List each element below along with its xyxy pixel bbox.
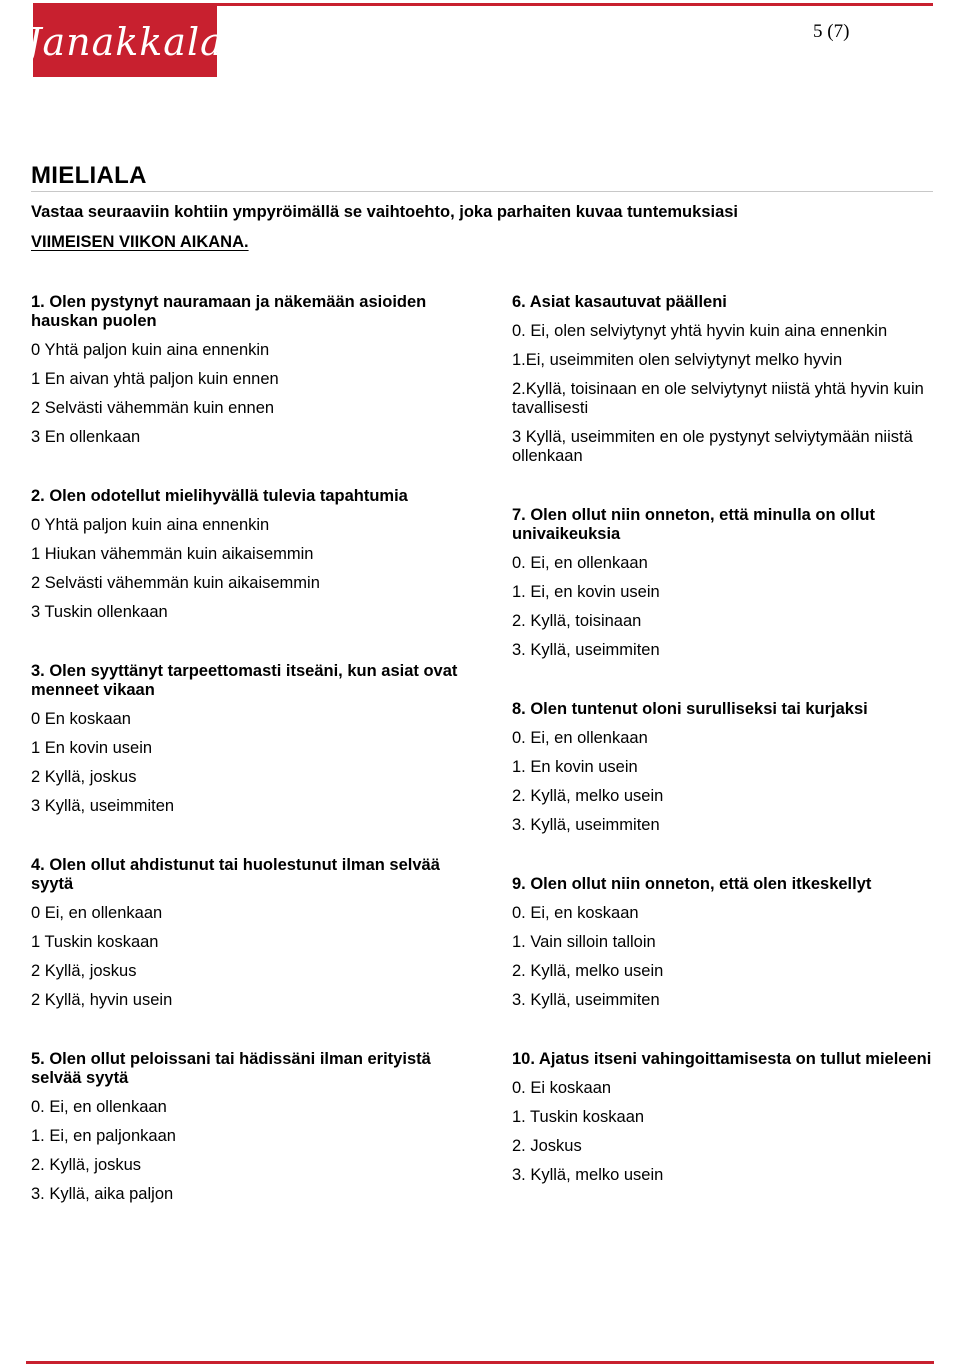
answer-option[interactable]: 2. Kyllä, melko usein [512, 962, 664, 980]
answer-option[interactable]: 0. Ei, olen selviytynyt yhtä hyvin kuin aina ennenkin [512, 322, 888, 340]
answer-option[interactable]: 3. Kyllä, melko usein [512, 1166, 664, 1184]
janakkala-logo [26, 6, 224, 77]
answer-option[interactable]: 0. Ei koskaan [512, 1079, 612, 1097]
question-10 [512, 1050, 942, 1195]
question-3 [31, 662, 461, 826]
answer-option[interactable]: 1. En kovin usein [512, 758, 638, 776]
question-title: 1. Olen pystynyt nauramaan ja näkemään asioiden hauskan puolen [31, 293, 427, 330]
question-4 [31, 856, 461, 1020]
question-title: 4. Olen ollut ahdistunut tai huolestunut ilman selvää syytä [31, 856, 440, 893]
answer-option[interactable]: 2 Kyllä, joskus [31, 962, 137, 980]
instruction-text: Vastaa seuraaviin kohtiin ympyröimällä se vaihtoehto, joka parhaiten kuvaa tuntemuksiasi [31, 203, 739, 221]
bottom-rule [26, 1361, 934, 1364]
answer-option[interactable]: 0 Yhtä paljon kuin aina ennenkin [31, 341, 270, 359]
answer-option[interactable]: 2 Kyllä, joskus [31, 768, 137, 786]
answer-option[interactable]: 1. Tuskin koskaan [512, 1108, 645, 1126]
question-9 [512, 875, 942, 1020]
question-title: 2. Olen odotellut mielihyvällä tulevia tapahtumia [31, 487, 408, 505]
answer-option[interactable]: 2. Kyllä, melko usein [512, 787, 664, 805]
answer-option[interactable]: 0 En koskaan [31, 710, 131, 728]
instruction-emphasis: VIIMEISEN VIIKON AIKANA. [31, 233, 249, 251]
question-title: 9. Olen ollut niin onneton, että olen itkeskellyt [512, 875, 872, 893]
question-title: 6. Asiat kasautuvat päälleni [512, 293, 727, 311]
question-2 [31, 487, 461, 632]
answer-option[interactable]: 0. Ei, en ollenkaan [31, 1098, 167, 1116]
answer-option[interactable]: 2. Kyllä, toisinaan [512, 612, 642, 630]
answer-option[interactable]: 3 Kyllä, useimmiten en ole pystynyt selviytymään niistä ollenkaan [512, 428, 913, 465]
answer-option[interactable]: 0 Yhtä paljon kuin aina ennenkin [31, 516, 270, 534]
question-title: 5. Olen ollut peloissani tai hädissäni ilman erityistä selvää syytä [31, 1050, 431, 1087]
question-title: 7. Olen ollut niin onneton, että minulla on ollut univaikeuksia [512, 506, 875, 543]
answer-option[interactable]: 1. Ei, en paljonkaan [31, 1127, 176, 1145]
answer-option[interactable]: 2.Kyllä, toisinaan en ole selviytynyt niistä yhtä hyvin kuin tavallisesti [512, 380, 924, 417]
answer-option[interactable]: 1 Hiukan vähemmän kuin aikaisemmin [31, 545, 314, 563]
answer-option[interactable]: 1.Ei, useimmiten olen selviytynyt melko hyvin [512, 351, 843, 369]
answer-option[interactable]: 2. Kyllä, joskus [31, 1156, 142, 1174]
page-number: 5 (7) [813, 21, 850, 42]
answer-option[interactable]: 1 Tuskin koskaan [31, 933, 159, 951]
answer-option[interactable]: 0 Ei, en ollenkaan [31, 904, 163, 922]
question-5 [31, 1050, 461, 1214]
question-title: 10. Ajatus itseni vahingoittamisesta on tullut mieleeni [512, 1050, 932, 1068]
title-divider [31, 191, 933, 192]
question-1 [31, 293, 461, 457]
answer-option[interactable]: 3 En ollenkaan [31, 428, 141, 446]
answer-option[interactable]: 1. Ei, en kovin usein [512, 583, 660, 601]
page-title: MIELIALA [31, 162, 147, 189]
answer-option[interactable]: 3. Kyllä, useimmiten [512, 816, 660, 834]
answer-option[interactable]: 3 Tuskin ollenkaan [31, 603, 168, 621]
answer-option[interactable]: 1 En aivan yhtä paljon kuin ennen [31, 370, 279, 388]
answer-option[interactable]: 0. Ei, en ollenkaan [512, 729, 648, 747]
answer-option[interactable]: 2 Selvästi vähemmän kuin aikaisemmin [31, 574, 320, 592]
answer-option[interactable]: 0. Ei, en ollenkaan [512, 554, 648, 572]
answer-option[interactable]: 3. Kyllä, useimmiten [512, 991, 660, 1009]
answer-option[interactable]: 1. Vain silloin talloin [512, 933, 656, 951]
answer-option[interactable]: 1 En kovin usein [31, 739, 153, 757]
answer-option[interactable]: 3. Kyllä, aika paljon [31, 1185, 174, 1203]
answer-option[interactable]: 3. Kyllä, useimmiten [512, 641, 660, 659]
answer-option[interactable]: 0. Ei, en koskaan [512, 904, 639, 922]
logo-text: Janakkala [26, 19, 224, 64]
question-title: 8. Olen tuntenut oloni surulliseksi tai kurjaksi [512, 700, 868, 718]
answer-option[interactable]: 3 Kyllä, useimmiten [31, 797, 175, 815]
answer-option[interactable]: 2 Kyllä, hyvin usein [31, 991, 173, 1009]
question-7 [512, 506, 942, 670]
answer-option[interactable]: 2 Selvästi vähemmän kuin ennen [31, 399, 275, 417]
question-8 [512, 700, 942, 845]
question-6 [512, 293, 942, 476]
question-title: 3. Olen syyttänyt tarpeettomasti itseäni, kun asiat ovat menneet vikaan [31, 662, 458, 699]
answer-option[interactable]: 2. Joskus [512, 1137, 582, 1155]
